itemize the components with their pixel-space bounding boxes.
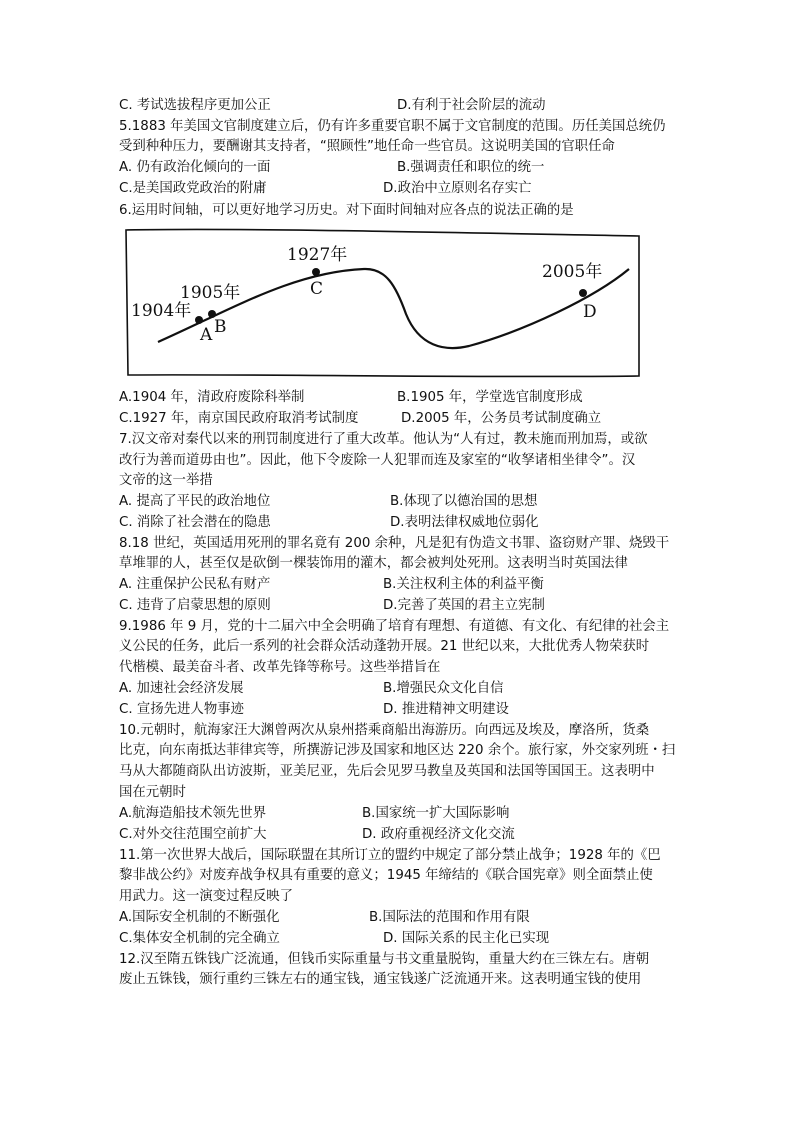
q7-stem-line-1: 7.汉文帝对秦代以来的刑罚制度进行了重大改革。他认为“人有过，教未施而刑加焉，或欲: [119, 432, 648, 447]
q7-option-d: D.表明法律权威地位弱化: [390, 515, 539, 530]
q6-timeline-figure: [124, 228, 641, 378]
q4-option-d: D.有利于社会阶层的流动: [397, 98, 546, 113]
timeline-year-2005: 2005年: [542, 262, 603, 282]
timeline-year-1905: 1905年: [180, 283, 241, 303]
timeline-letter-d: D: [583, 302, 597, 322]
q12-stem-line-1: 12.汉至隋五铢钱广泛流通，但钱币实际重量与书文重量脱钩，重量大约在三铢左右。唐朝: [119, 952, 650, 967]
q5-option-b: B.强调责任和职位的统一: [397, 160, 545, 175]
q11-option-a: A.国际安全机制的不断强化: [119, 910, 280, 925]
q4-option-c: C. 考试选拔程序更加公正: [119, 98, 271, 113]
timeline-year-1927: 1927年: [287, 245, 348, 265]
q9-option-d: D. 推进精神文明建设: [383, 702, 509, 717]
timeline-year-1904: 1904年: [131, 301, 192, 321]
q11-stem-line-2: 黎非战公约》对废弃战争权具有重要的意义；1945 年缔结的《联合国宪章》则全面禁止使: [119, 868, 653, 883]
q8-option-b: B.关注权利主体的利益平衡: [383, 577, 544, 592]
timeline-point-d: [579, 289, 587, 297]
q5-option-c: C.是美国政党政治的附庸: [119, 181, 267, 196]
q7-option-a: A. 提高了平民的政治地位: [119, 494, 271, 509]
q10-option-d: D. 政府重视经济文化交流: [362, 827, 515, 842]
q7-stem-line-2: 改行为善而道毋由也”。因此，他下令废除一人犯罪而连及家室的“收孥诸相坐律令”。汉: [119, 453, 636, 468]
q7-option-b: B.体现了以德治国的思想: [390, 494, 538, 509]
q8-stem-line-1: 8.18 世纪，英国适用死刑的罪名竟有 200 余种，凡是犯有伪造文书罪、盗窃财产罪、烧毁干: [119, 536, 670, 551]
q7-option-c: C. 消除了社会潜在的隐患: [119, 515, 271, 530]
q8-option-a: A. 注重保护公民私有财产: [119, 577, 271, 592]
q9-option-c: C. 宣扬先进人物事迹: [119, 702, 244, 717]
q6-option-b: B.1905 年，学堂选官制度形成: [397, 390, 583, 405]
q9-option-b: B.增强民众文化自信: [383, 681, 504, 696]
timeline-letter-a: A: [200, 325, 213, 345]
q11-stem-line-3: 用武力。这一演变过程反映了: [119, 889, 294, 904]
q11-option-c: C.集体安全机制的完全确立: [119, 931, 280, 946]
q9-stem-line-3: 代楷模、最美奋斗者、改革先锋等称号。这些举措旨在: [119, 660, 441, 675]
q10-stem-line-2: 比克，向东南抵达菲律宾等，所撰游记涉及国家和地区达 220 余个。旅行家，外交家列班・扫: [119, 743, 676, 758]
q10-option-a: A.航海造船技术领先世界: [119, 806, 267, 821]
timeline-point-c: [312, 268, 320, 276]
q12-stem-line-2: 废止五铢钱，颁行重约三铢左右的通宝钱，通宝钱遂广泛流通开来。这表明通宝钱的使用: [119, 972, 642, 987]
q5-option-a: A. 仍有政治化倾向的一面: [119, 160, 271, 175]
q10-option-c: C.对外交往范围空前扩大: [119, 827, 267, 842]
q10-stem-line-3: 马从大都随商队出访波斯，亚美尼亚，先后会见罗马教皇及英国和法国等国国王。这表明中: [119, 764, 655, 779]
q8-option-c: C. 违背了启蒙思想的原则: [119, 598, 271, 613]
q7-stem-line-3: 文帝的这一举措: [119, 473, 213, 488]
timeline-letter-c: C: [310, 279, 324, 299]
timeline-frame: [126, 229, 639, 376]
q6-option-d: D.2005 年，公务员考试制度确立: [401, 411, 602, 426]
q9-stem-line-2: 义公民的任务，此后一系列的社会群众活动蓬勃开展。21 世纪以来，大批优秀人物荣获时: [119, 639, 650, 654]
q6-stem: 6.运用时间轴，可以更好地学习历史。对下面时间轴对应各点的说法正确的是: [119, 203, 574, 218]
q11-option-b: B.国际法的范围和作用有限: [369, 910, 530, 925]
q6-option-c: C.1927 年，南京国民政府取消考试制度: [119, 411, 359, 426]
q8-option-d: D.完善了英国的君主立宪制: [383, 598, 545, 613]
q8-stem-line-2: 草堆罪的人，甚至仅是砍倒一棵装饰用的灌木，都会被判处死刑。这表明当时英国法律: [119, 556, 628, 571]
q6-option-a: A.1904 年，清政府废除科举制: [119, 390, 305, 405]
q10-stem-line-1: 10.元朝时，航海家汪大渊曾两次从泉州搭乘商船出海游历。向西远及埃及，摩洛所，货桑: [119, 723, 650, 738]
q5-stem-line-2: 受到种种压力，要酬谢其支持者，“照顾性”地任命一些官员。这说明美国的官职任命: [119, 139, 615, 154]
timeline-letter-b: B: [214, 317, 227, 337]
q11-stem-line-1: 11.第一次世界大战后，国际联盟在其所订立的盟约中规定了部分禁止战争；1928 年的《巴: [119, 848, 661, 863]
q9-option-a: A. 加速社会经济发展: [119, 681, 244, 696]
q10-option-b: B.国家统一扩大国际影响: [362, 806, 510, 821]
q5-stem-line-1: 5.1883 年美国文官制度建立后，仍有许多重要官职不属于文官制度的范围。历任美国总统仍: [119, 119, 666, 134]
q5-option-d: D.政治中立原则名存实亡: [383, 181, 532, 196]
timeline-point-a: [195, 316, 203, 324]
q9-stem-line-1: 9.1986 年 9 月，党的十二届六中全会明确了培育有理想、有道德、有文化、有纪律的社会主: [119, 619, 670, 634]
q10-stem-line-4: 国在元朝时: [119, 785, 186, 800]
q11-option-d: D. 国际关系的民主化已实现: [383, 931, 550, 946]
